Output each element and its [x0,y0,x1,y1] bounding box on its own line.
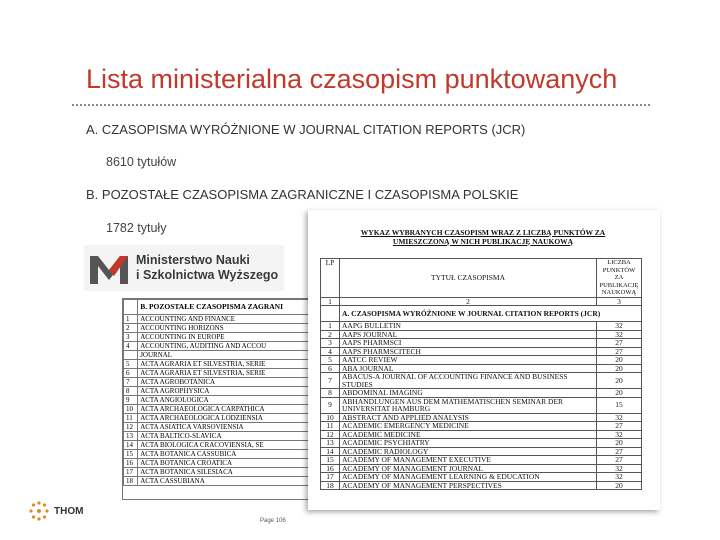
row-title: ACTA CASSUBIANA [138,477,313,486]
table-row [124,450,313,459]
row-number: 7 [124,378,138,387]
row-number: 18 [321,481,340,490]
doc-a-title [338,228,628,246]
table-row [124,441,313,450]
table-row [124,342,313,351]
row-number: 1 [321,322,340,331]
page-number: Page 106 [260,518,286,524]
row-title: ACTA AGROPHYSICA [138,387,313,396]
row-number: 15 [124,450,138,459]
table-row [124,369,313,378]
table-row [124,378,313,387]
row-title: AAPS PHARMSCI [340,339,597,348]
row-number: 17 [124,468,138,477]
row-title: ACTA BOTANICA CROATICA [138,459,313,468]
row-points: 20 [597,481,642,490]
row-points: 27 [597,456,642,465]
row-title: ACTA AGRARIA ET SILVESTRIA, SERIE [138,360,313,369]
row-points: 20 [597,373,642,389]
row-number: 3 [124,333,138,342]
row-points: 32 [597,322,642,331]
row-number: 4 [124,342,138,351]
table-row [321,356,642,365]
row-title: ACADEMY OF MANAGEMENT PERSPECTIVES [340,481,597,490]
row-number: 12 [124,423,138,432]
thomson-dots-icon [28,500,50,522]
row-title: ACADEMIC RADIOLOGY [340,447,597,456]
row-title: ABACUS-A JOURNAL OF ACCOUNTING FINANCE AND BUSINESS STUDIES [340,373,597,389]
row-number: 10 [321,413,340,422]
table-row [124,396,313,405]
title-divider [72,104,650,106]
row-number: 6 [124,369,138,378]
row-number: 4 [321,347,340,356]
table-row [124,315,313,324]
row-title: AAPS PHARMSCITECH [340,347,597,356]
row-title: ABDOMINAL IMAGING [340,389,597,398]
table-row [321,473,642,482]
row-title: ACADEMIC PSYCHIATRY [340,439,597,448]
row-number: 18 [124,477,138,486]
row-title: ACCOUNTING IN EUROPE [138,333,313,342]
row-points: 20 [597,439,642,448]
row-title: ABHANDLUNGEN AUS DEM MATHEMATISCHEN SEMINAR DER UNIVERSITAT HAMBURG [340,397,597,413]
slide-title: Lista ministerialna czasopism punktowanych [86,64,618,94]
table-row [124,423,313,432]
table-row [321,339,642,348]
row-number [124,351,138,360]
row-number: 6 [321,364,340,373]
row-number: 2 [124,324,138,333]
row-title: ABA JOURNAL [340,364,597,373]
row-number: 15 [321,456,340,465]
doc-a-title-line2: UMIESZCZONĄ W NICH PUBLIKACJĘ NAUKOWĄ [392,237,574,246]
row-title: ACTA ASIATICA VARSOVIENSIA [138,423,313,432]
ministry-logo [84,245,284,291]
col-points-header: LICZBA PUNKTÓW ZA PUBLIKACJĘ NAUKOWĄ [597,259,642,298]
row-title: ACADEMY OF MANAGEMENT JOURNAL [340,464,597,473]
row-number: 11 [321,422,340,431]
row-points: 20 [597,389,642,398]
row-points: 27 [597,447,642,456]
section-b-count: 1782 tytuły [106,221,167,235]
row-title: ACADEMY OF MANAGEMENT EXECUTIVE [340,456,597,465]
table-row [124,414,313,423]
row-number: 17 [321,473,340,482]
row-title: ACCOUNTING HORIZONS [138,324,313,333]
table-row [321,389,642,398]
row-title: ACCOUNTING AND FINANCE [138,315,313,324]
section-a-label: A. CZASOPISMA WYRÓŻNIONE W JOURNAL CITATION REPORTS (JCR) [86,122,526,137]
row-number: 16 [124,459,138,468]
doc-b-header: B. POZOSTAŁE CZASOPISMA ZAGRANI [138,300,313,315]
doc-a-section-heading: A. CZASOPISMA WYRÓŻNIONE W JOURNAL CITATION REPORTS (JCR) [340,306,642,322]
row-title: AAPG BULLETIN [340,322,597,331]
row-points: 20 [597,364,642,373]
row-points: 32 [597,413,642,422]
row-number: 3 [321,339,340,348]
row-number: 14 [124,441,138,450]
row-points: 27 [597,347,642,356]
row-points: 32 [597,430,642,439]
row-title: ACTA ARCHAEOLOGICA CARPATHICA [138,405,313,414]
col-title-header: TYTUŁ CZASOPISMA [340,259,597,298]
row-title: ACTA BOTANICA CASSUBICA [138,450,313,459]
row-points: 15 [597,397,642,413]
ministry-logo-text [136,253,278,283]
row-title: ACTA ANGIOLOGICA [138,396,313,405]
row-title: AATCC REVIEW [340,356,597,365]
row-number: 5 [321,356,340,365]
row-title: ABSTRACT AND APPLIED ANALYSIS [340,413,597,422]
table-row [124,333,313,342]
col-index: 1 [321,297,340,306]
ministry-logo-line1: Ministerstwo Nauki [136,253,250,267]
row-number: 16 [321,464,340,473]
table-row [321,397,642,413]
row-title: ACTA AGRARIA ET SILVESTRIA, SERIE [138,369,313,378]
table-row [321,422,642,431]
row-title: ACCOUNTING, AUDITING AND ACCOU [138,342,313,351]
col-index: 3 [597,297,642,306]
table-row [124,351,313,360]
table-row [124,405,313,414]
row-points: 32 [597,473,642,482]
row-number: 2 [321,330,340,339]
row-title: ACTA BOTANICA SILESIACA [138,468,313,477]
thomson-text: THOM [54,505,84,517]
row-title: ACTA BALTICO-SLAVICA [138,432,313,441]
row-number: 7 [321,373,340,389]
ministry-logo-icon [90,252,128,284]
row-title: AAPS JOURNAL [340,330,597,339]
doc-a-title-line1: WYKAZ WYBRANYCH CZASOPISM WRAZ Z LICZBĄ PUNKTÓW ZA [360,228,606,237]
thomson-logo [28,500,83,522]
table-row [321,456,642,465]
row-number: 5 [124,360,138,369]
document-section-a [308,210,660,510]
table-row [124,468,313,477]
table-row [124,432,313,441]
table-row [124,459,313,468]
table-row [321,322,642,331]
row-points: 32 [597,464,642,473]
table-row [321,481,642,490]
table-row [124,387,313,396]
table-row [321,373,642,389]
row-number: 8 [124,387,138,396]
table-row [321,439,642,448]
section-a-count: 8610 tytułów [106,155,177,169]
row-number: 1 [124,315,138,324]
row-number: 12 [321,430,340,439]
row-number: 11 [124,414,138,423]
row-number: 9 [124,396,138,405]
row-number: 9 [321,397,340,413]
row-points: 20 [597,356,642,365]
row-title: ACTA BIOLOGICA CRACOVIENSIA, SE [138,441,313,450]
row-points: 27 [597,339,642,348]
table-row [124,324,313,333]
row-title: ACADEMY OF MANAGEMENT LEARNING & EDUCATION [340,473,597,482]
col-index: 2 [340,297,597,306]
row-number: 13 [124,432,138,441]
table-row [124,360,313,369]
table-row [124,477,313,486]
row-number: 10 [124,405,138,414]
row-points: 27 [597,422,642,431]
row-points: 32 [597,330,642,339]
ministry-logo-line2: i Szkolnictwa Wyższego [136,268,279,282]
row-number: 8 [321,389,340,398]
row-title: ACADEMIC EMERGENCY MEDICINE [340,422,597,431]
row-number: 13 [321,439,340,448]
section-b-label: B. POZOSTAŁE CZASOPISMA ZAGRANICZNE I CZASOPISMA POLSKIE [86,187,519,202]
row-title: ACADEMIC MEDICINE [340,430,597,439]
col-lp-header: LP [321,259,340,298]
row-number: 14 [321,447,340,456]
row-title: ACTA AGROBOTANICA [138,378,313,387]
document-section-b [122,298,314,500]
row-title: ACTA ARCHAEOLOGICA LODZIENSIA [138,414,313,423]
row-title: JOURNAL [138,351,313,360]
